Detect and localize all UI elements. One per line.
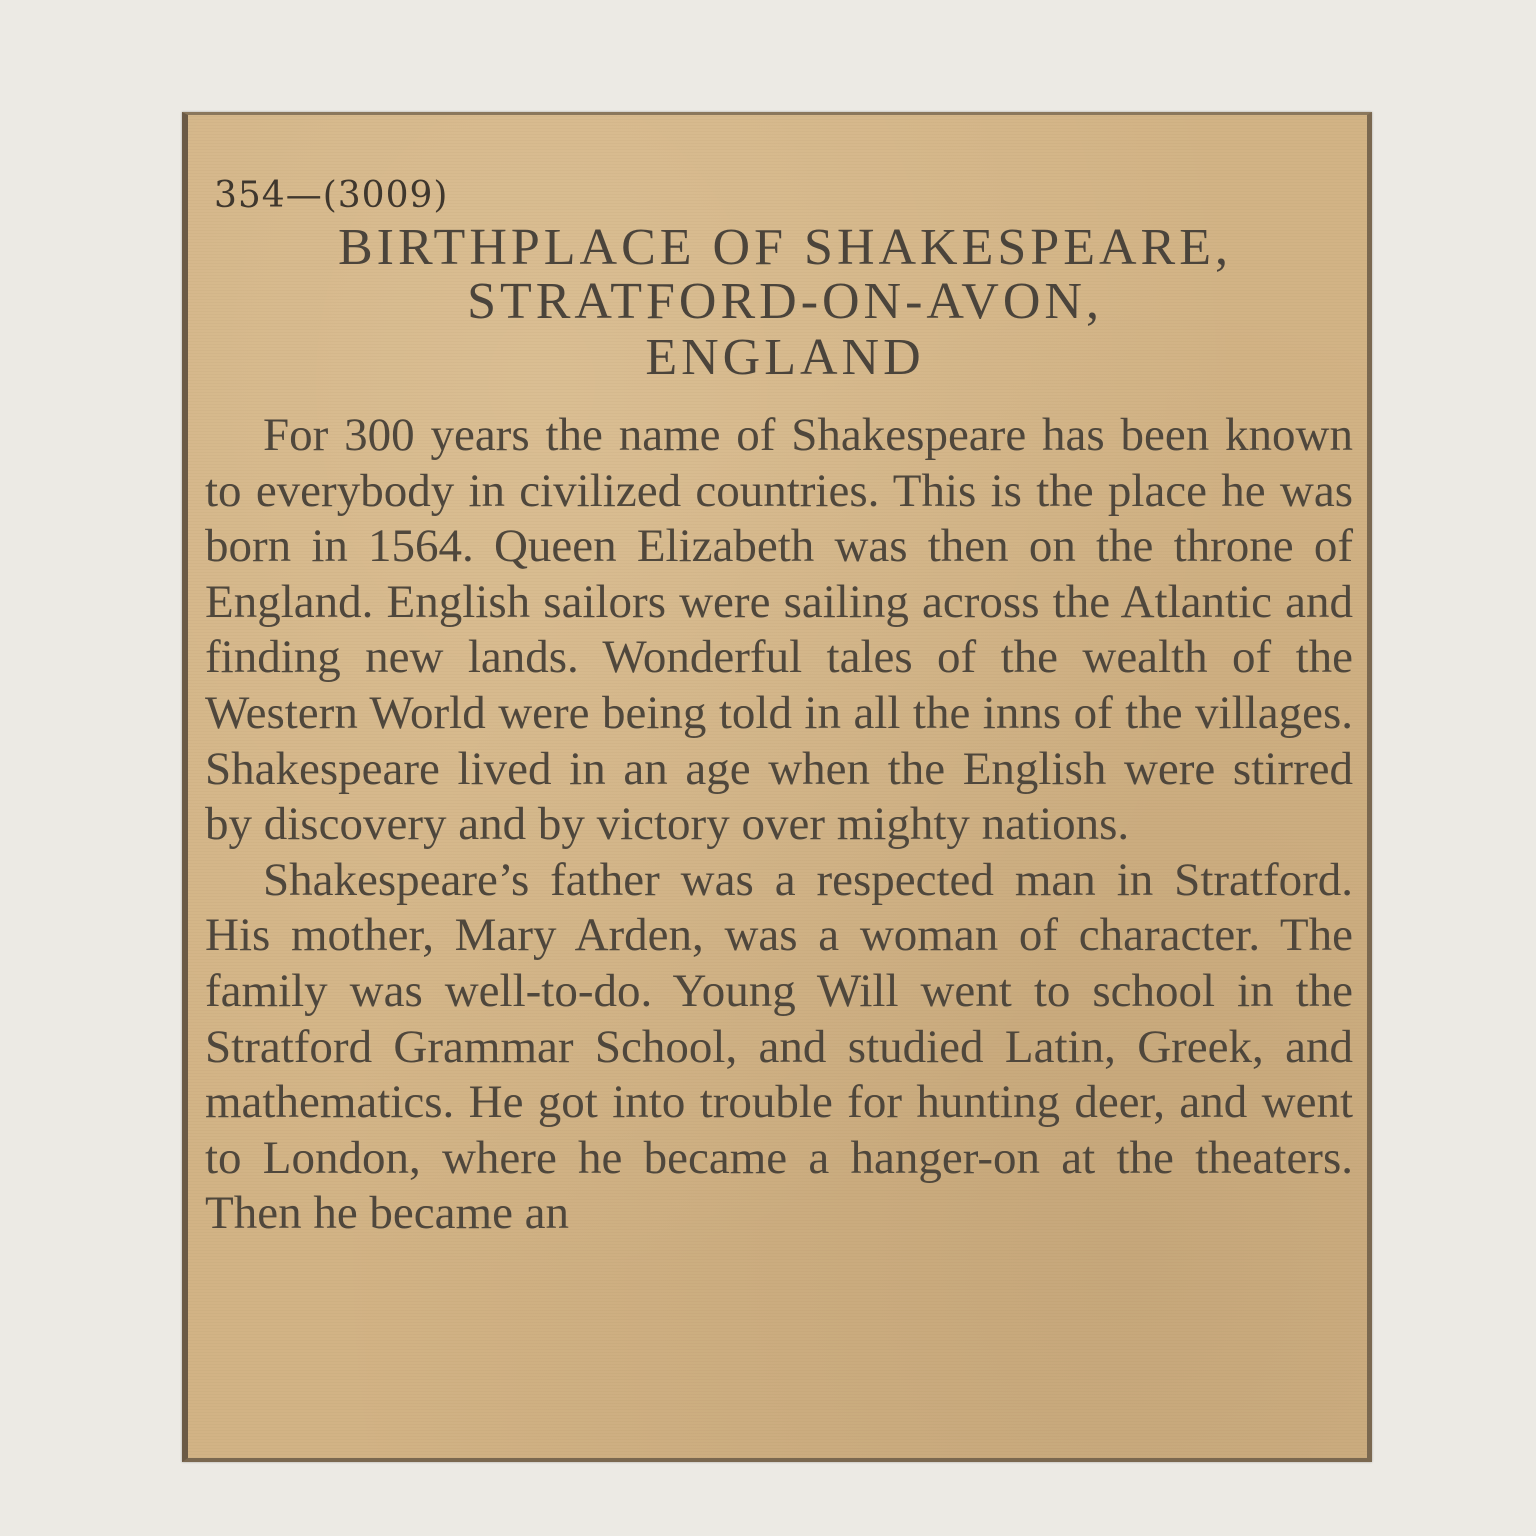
description-text <box>205 408 1353 1242</box>
title-line-1: BIRTHPLACE OF SHAKESPEARE, <box>338 219 1232 276</box>
paragraph-1: For 300 years the name of Shakespeare has been known to everybody in civilized countries. This is the place he was born in 1564. Queen Elizabeth was then on the throne of England. English sailors were sailing across the Atlantic and finding new lands. Wonderful tales of the wealth of the Western World were being told in all the inns of the villages. Shakespeare lived in an age when the English were stirred by discovery and by victory over mighty nations. <box>205 409 1353 851</box>
paragraph-2: Shakespeare’s father was a respected man in Stratford. His mother, Mary Arden, was a woman of character. The family was well-to-do. Young Will went to school in the Stratford Grammar School, and studied Latin, Greek, and mathematics. He got into trouble for hunting deer, and went to London, where he became a hanger-on at the theaters. Then he became an <box>205 853 1353 1240</box>
title-line-3: ENGLAND <box>645 329 925 386</box>
catalog-number: 354—(3009) <box>214 175 449 216</box>
title-line-2: STRATFORD-ON-AVON, <box>467 273 1103 330</box>
